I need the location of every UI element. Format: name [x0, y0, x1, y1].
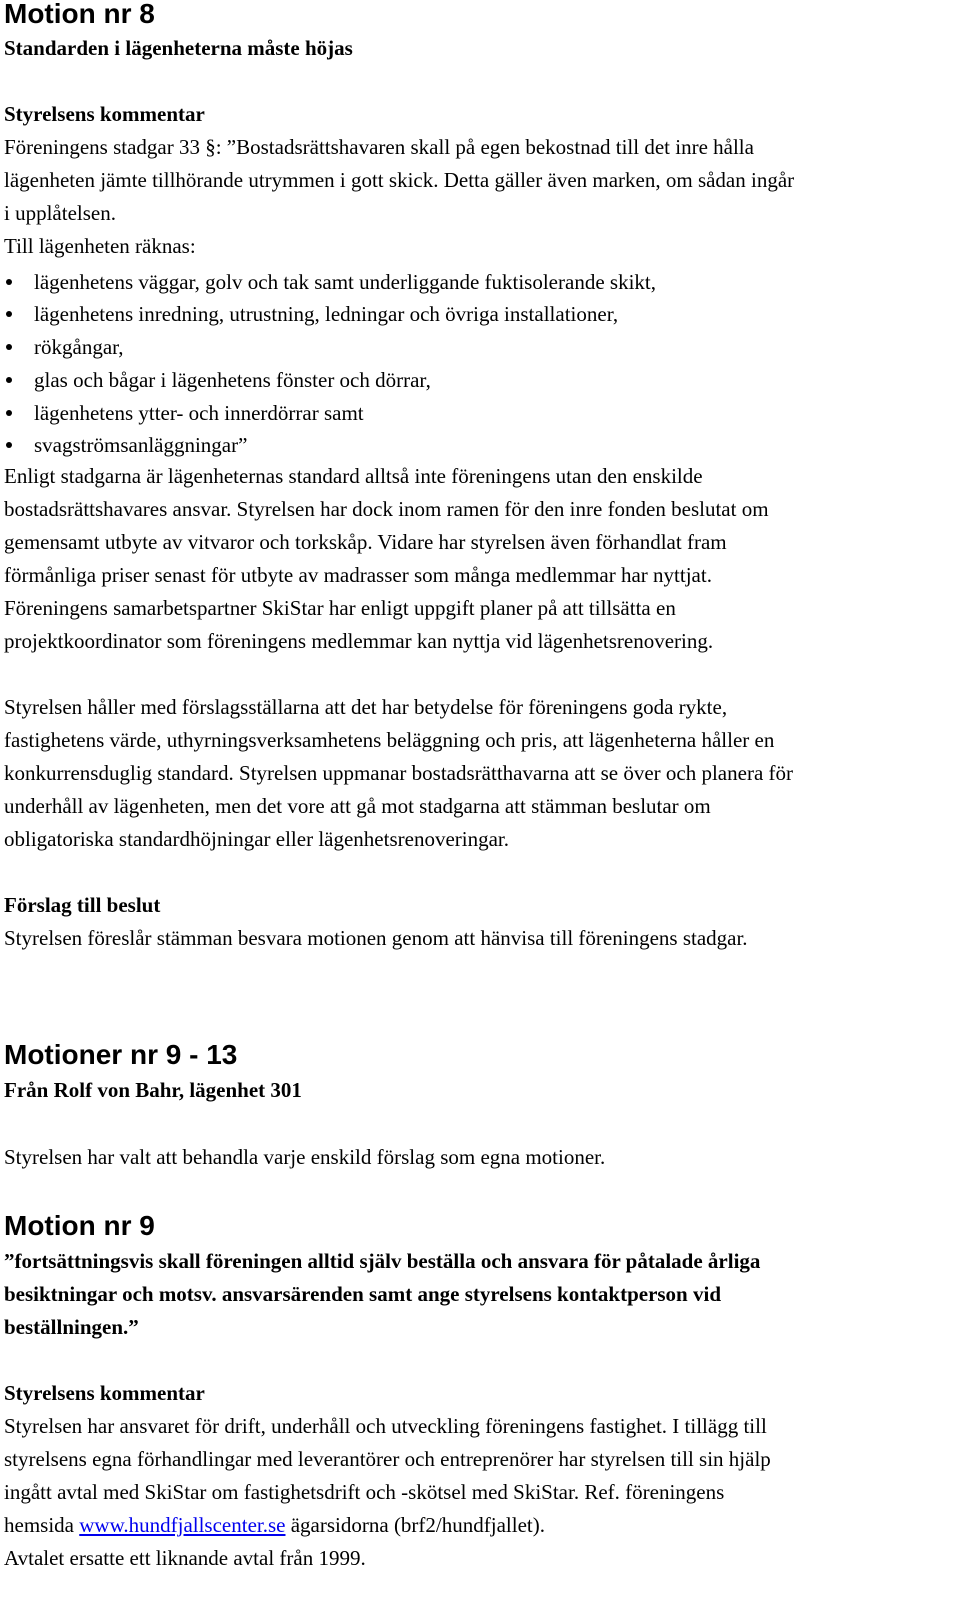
motion-9-quote-line: besiktningar och motsv. ansvarsärenden samt ange styrelsens kontaktperson vid: [4, 1282, 722, 1306]
bullet-icon: [6, 344, 12, 350]
comment-line: Avtalet ersatte ett liknande avtal från 1999.: [4, 1546, 366, 1570]
paragraph-line: obligatoriska standardhöjningar eller lägenhetsrenoveringar.: [4, 827, 509, 851]
comment-line: ingått avtal med SkiStar om fastighetsdrift och -skötsel med SkiStar. Ref. föreningens: [4, 1480, 725, 1504]
comment-line: Till lägenheten räknas:: [4, 234, 196, 258]
paragraph-line: underhåll av lägenheten, men det vore att gå mot stadgarna att stämman beslutar om: [4, 794, 711, 818]
motion-9-quote-line: beställningen.”: [4, 1315, 139, 1339]
bullet-icon: [6, 377, 12, 383]
comment-line: lägenheten jämte tillhörande utrymmen i gott skick. Detta gäller även marken, om sådan ingår: [4, 168, 795, 192]
motions-9-13-from: Från Rolf von Bahr, lägenhet 301: [4, 1078, 302, 1102]
proposal-text: Styrelsen föreslår stämman besvara motionen genom att hänvisa till föreningens stadgar.: [4, 926, 748, 950]
paragraph-line: förmånliga priser senast för utbyte av madrasser som många medlemmar har nyttjat.: [4, 563, 712, 587]
motion-9-comment-heading: Styrelsens kommentar: [4, 1381, 205, 1405]
comment-line: styrelsens egna förhandlingar med leverantörer och entreprenörer har styrelsen till sin hjälp: [4, 1447, 771, 1471]
paragraph-line: Föreningens samarbetspartner SkiStar har enligt uppgift planer på att tillsätta en: [4, 596, 676, 620]
motion-8-subtitle: Standarden i lägenheterna måste höjas: [4, 36, 353, 60]
paragraph-line: konkurrensduglig standard. Styrelsen uppmanar bostadsrätthavarna att se över och planera för: [4, 761, 793, 785]
motions-9-13-intro: Styrelsen har valt att behandla varje enskild förslag som egna motioner.: [4, 1145, 606, 1169]
comment-line: i upplåtelsen.: [4, 201, 116, 225]
motion-8-comment-heading: Styrelsens kommentar: [4, 102, 205, 126]
paragraph-line: bostadsrättshavares ansvar. Styrelsen har dock inom ramen för den inre fonden beslutat om: [4, 497, 769, 521]
paragraph-line: fastighetens värde, uthyrningsverksamhetens beläggning och pris, att lägenheterna håller en: [4, 728, 775, 752]
comment-line-with-link: hemsida www.hundfjallscenter.se ägarsidorna (brf2/hundfjallet).: [4, 1513, 545, 1537]
bullet-icon: [6, 410, 12, 416]
motion-9-quote-line: ”fortsättningsvis skall föreningen alltid själv beställa och ansvara för påtalade årliga: [4, 1249, 761, 1273]
paragraph-line: Enligt stadgarna är lägenheternas standard alltså inte föreningens utan den enskilde: [4, 464, 703, 488]
paragraph-line: projektkoordinator som föreningens medlemmar kan nyttja vid lägenhetsrenovering.: [4, 629, 714, 653]
proposal-heading: Förslag till beslut: [4, 893, 161, 917]
motions-9-13-heading: Motioner nr 9 - 13: [4, 1039, 238, 1070]
bullet-icon: [6, 311, 12, 317]
website-link[interactable]: www.hundfjallscenter.se: [79, 1513, 286, 1537]
paragraph-line: Styrelsen håller med förslagsställarna att det har betydelse för föreningens goda rykte,: [4, 695, 728, 719]
motion-8-heading: Motion nr 8: [4, 0, 155, 29]
motion-9-heading: Motion nr 9: [4, 1210, 155, 1241]
comment-line: Styrelsen har ansvaret för drift, underhåll och utveckling föreningens fastighet. I tillägg till: [4, 1414, 767, 1438]
paragraph-line: gemensamt utbyte av vitvaror och torkskåp. Vidare har styrelsen även förhandlat fram: [4, 530, 727, 554]
bullet-icon: [6, 279, 12, 285]
bullet-icon: [6, 442, 12, 448]
comment-line: Föreningens stadgar 33 §: ”Bostadsrättshavaren skall på egen bekostnad till det inre hålla: [4, 135, 754, 159]
